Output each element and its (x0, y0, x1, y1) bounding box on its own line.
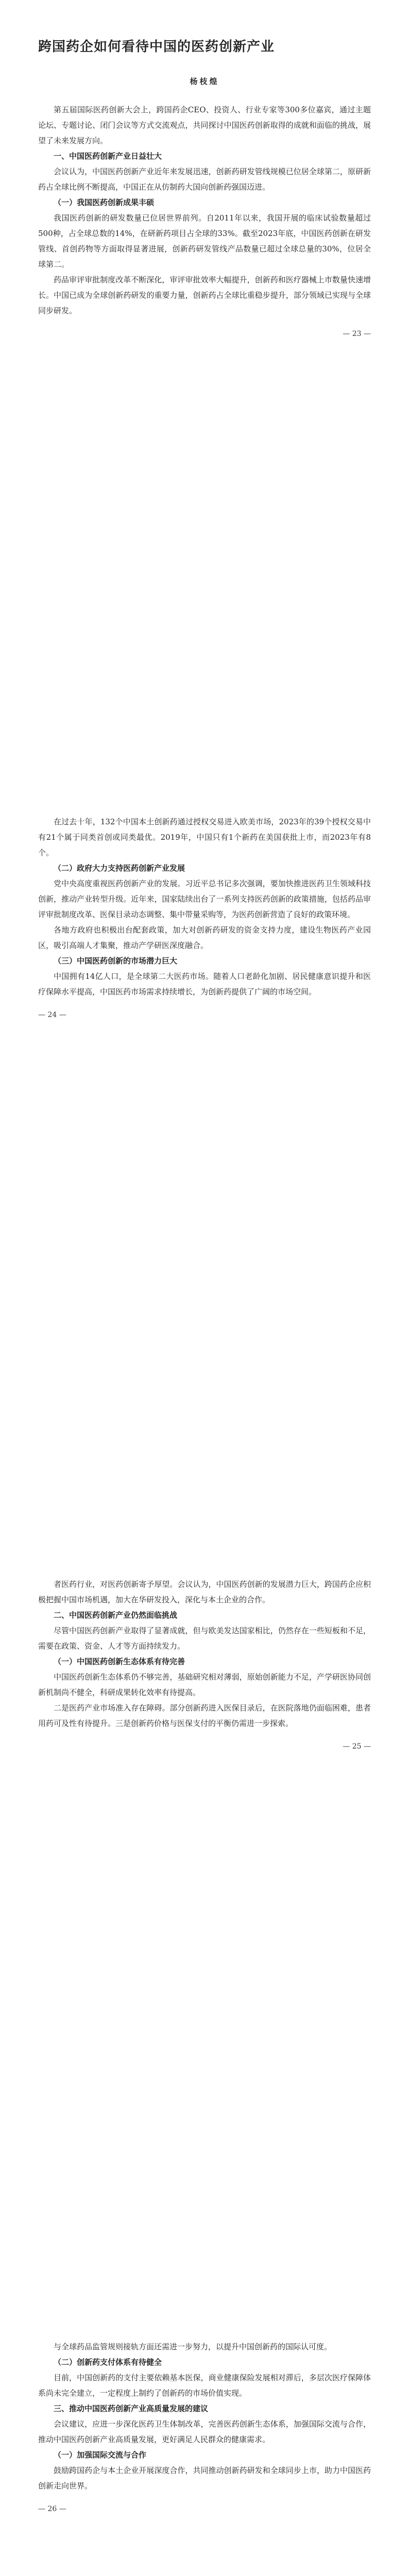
paragraph: 各地方政府也积极出台配套政策，加大对创新药研发的资金支持力度，建设生物医药产业园区，吸引高端人才集聚，推动产学研医深度融合。 (38, 925, 371, 950)
paragraph: 药品审评审批制度改革不断深化，审评审批效率大幅提升，创新药和医疗器械上市数量快速增长。中国已成为全球创新药研发的重要力量，创新药占全球比重稳步提升，部分领域已实现与全球同步研发。 (38, 275, 371, 315)
article-title: 跨国药企如何看待中国的医药创新产业 (38, 39, 275, 55)
section-heading-1: 一、中国医药创新产业日益壮大 (54, 151, 162, 161)
subsection-heading-4: （一）中国医药创新生态体系有待完善 (54, 1657, 185, 1666)
subsection-heading-1: （一）我国医药创新成果丰硕 (54, 198, 155, 207)
paragraph: 会议建议，应进一步深化医药卫生体制改革，完善医药创新生态体系，加强国际交流与合作，推动中国医药创新产业高质量发展，更好满足人民群众的健康需求。 (38, 2419, 371, 2444)
section-heading-2: 二、中国医药创新产业仍然面临挑战 (54, 1611, 178, 1620)
paragraph: 二是医药产业市场准入存在障碍。部分创新药进入医保目录后，在医院落地仍面临困难，患者用药可及性有待提升。三是创新药价格与医保支付的平衡仍需进一步探索。 (38, 1703, 371, 1728)
page-number: — 25 — (343, 1742, 371, 1751)
paragraph: 在过去十年，132个中国本土创新药通过授权交易进入欧美市场，2023年的39个授权交易中有21个属于同类首创或同类最优。2019年，中国只有1个新药在美国获批上市，而2023年有8个。 (38, 817, 371, 857)
intro-paragraph: 第五届国际医药创新大会上，跨国药企CEO、投资人、行业专家等300多位嘉宾，通过主题论坛、专题讨论、闭门会议等方式交流观点，共同探讨中国医药创新取得的成就和面临的挑战，展望了未来发展方向。 (38, 105, 371, 145)
page-number: — 26 — (38, 2505, 66, 2513)
subsection-heading-6: （一）加强国际交流与合作 (54, 2450, 147, 2460)
paragraph: 者医药行业，对医药创新寄予厚望。会议认为，中国医药创新的发展潜力巨大，跨国药企应积极把握中国市场机遇，加大在华研发投入，深化与本土企业的合作。 (38, 1580, 371, 1604)
page-4 (38, 2339, 371, 2519)
paragraph: 尽管中国医药创新产业取得了显著成就，但与欧美发达国家相比，仍然存在一些短板和不足，需要在政策、资金、人才等方面持续发力。 (38, 1626, 371, 1651)
page-number: — 24 — (38, 1011, 66, 1019)
author-name: 杨枝煌 (190, 77, 219, 86)
paragraph: 中国拥有14亿人口，是全球第二大医药市场。随着人口老龄化加剧、居民健康意识提升和医疗保障水平提高，中国医药市场需求持续增长，为创新药提供了广阔的市场空间。 (38, 972, 371, 996)
paragraph: 我国医药创新的研发数量已位居世界前列。自2011年以来，我国开展的临床试验数量超过500种，占全球总数的14%，在研新药项目占全球的33%。截至2023年底，中国医药创新在研发管线、首创药物等方面取得显著进展，创新药研发管线产品数量已超过全球总量的30%，位居全球第二。 (38, 213, 371, 269)
paragraph: 会议认为，中国医药创新产业近年来发展迅速，创新药研发管线规模已位居全球第二，原研新药占全球比例不断提高，中国正在从仿制药大国向创新药强国迈进。 (38, 167, 371, 192)
page-3 (38, 1577, 371, 1757)
page-number: — 23 — (343, 330, 371, 338)
paragraph: 党中央高度重视医药创新产业的发展。习近平总书记多次强调，要加快推进医药卫生领域科技创新，推动产业转型升级。近年来，国家陆续出台了一系列支持医药创新的政策措施，包括药品审评审批制度改革、医保目录动态调整、集中带量采购等，为医药创新营造了良好的政策环境。 (38, 879, 371, 919)
paragraph: 鼓励跨国药企与本土企业开展深度合作，共同推动创新药研发和全球同步上市，助力中国医药创新走向世界。 (38, 2466, 371, 2490)
subsection-heading-5: （二）创新药支付体系有待健全 (54, 2358, 162, 2367)
section-heading-3: 三、推动中国医药创新产业高质量发展的建议 (54, 2404, 209, 2413)
paragraph: 与全球药品监管规则接轨方面还需进一步努力，以提升中国创新药的国际认可度。 (54, 2342, 332, 2351)
paragraph: 中国医药创新生态体系仍不够完善，基础研究相对薄弱，原始创新能力不足，产学研医协同创新机制尚不健全，科研成果转化效率有待提高。 (38, 1672, 371, 1697)
subsection-heading-3: （三）中国医药创新的市场潜力巨大 (54, 956, 178, 965)
subsection-heading-2: （二）政府大力支持医药创新产业发展 (54, 863, 185, 873)
page-2 (38, 814, 371, 1025)
paragraph: 目前，中国创新药的支付主要依赖基本医保，商业健康保险发展相对滞后，多层次医疗保障体系尚未完全建立，一定程度上制约了创新药的市场价值实现。 (38, 2373, 371, 2398)
page-1 (38, 36, 371, 344)
